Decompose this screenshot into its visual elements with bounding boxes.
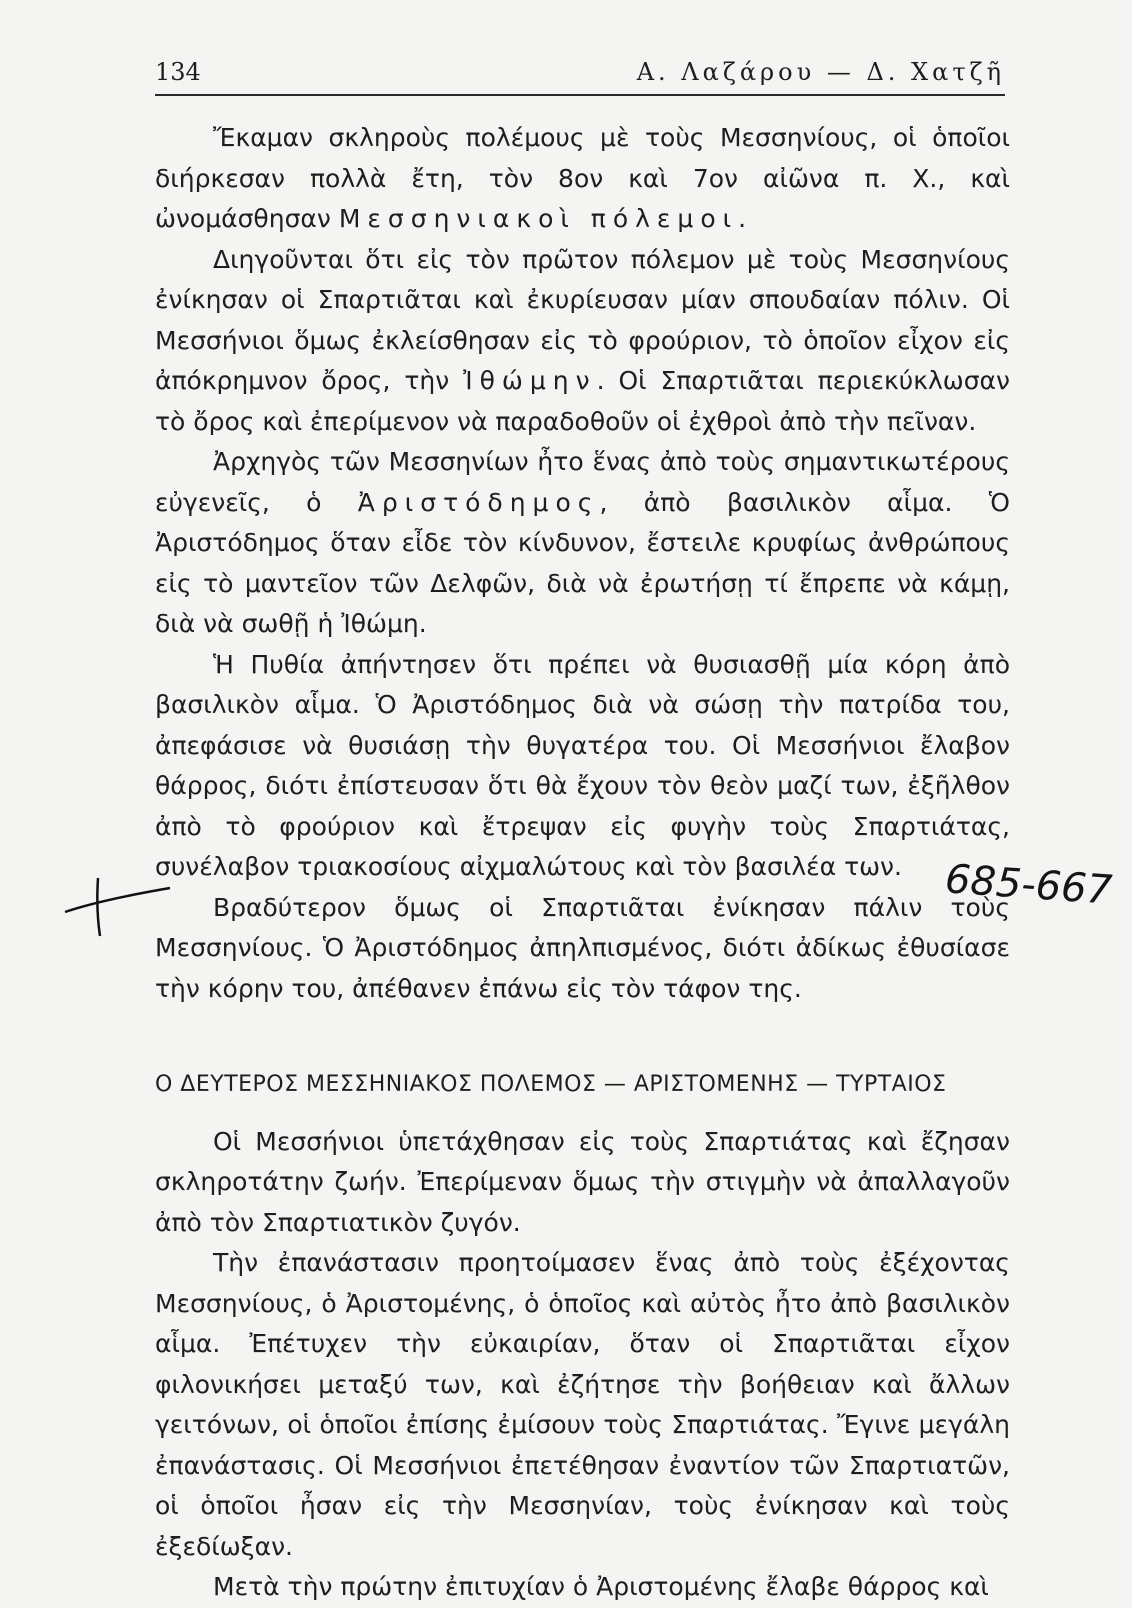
- page-number: 134: [155, 58, 201, 86]
- paragraph: Ἡ Πυθία ἀπήντησεν ὅτι πρέπει νὰ θυσιασθῇ μία κόρη ἀπὸ βασιλικὸν αἷμα. Ὁ Ἀριστόδημος διὰ νὰ σώσῃ τὴν πατρίδα του, ἀπεφάσισε νὰ θυσιάσῃ τὴν θυγατέρα του. Οἱ Μεσσήνιοι ἔλαβον θάρρος, διότι ἐπίστευσαν ὅτι θὰ ἔχουν τὸν θεὸν μαζί των, ἐξῆλθον ἀπὸ τὸ φρούριον καὶ ἔτρεψαν εἰς φυγὴν τοὺς Σπαρτιάτας, συνέλαβον τριακοσίους αἰχμαλώτους καὶ τὸν βασιλέα των.: [155, 649, 1010, 881]
- paragraph: Ἀρχηγὸς τῶν Μεσσηνίων ἦτο ἕνας ἀπὸ τοὺς σημαντικωτέρους εὐγενεῖς, ὁ Ἀριστόδημος, ἀπὸ βασιλικὸν αἷμα. Ὁ Ἀριστόδημος ὅταν εἶδε τὸν κίνδυνον, ἔστειλε κρυφίως ἀνθρώπους εἰς τὸ μαντεῖον τῶν Δελφῶν, διὰ νὰ ἐρωτήσῃ τί ἔπρεπε νὰ κάμῃ, διὰ νὰ σωθῇ ἡ Ἰθώμη.: [155, 447, 1010, 638]
- spaced-term: Μεσσηνιακοὶ πόλεμοι: [338, 204, 739, 233]
- paragraph: Τὴν ἐπανάστασιν προητοίμασεν ἕνας ἀπὸ τοὺς ἐξέχοντας Μεσσηνίους, ὁ Ἀριστομένης, ὁ ὁποῖος καὶ αὐτὸς ἦτο ἀπὸ βασιλικὸν αἷμα. Ἐπέτυχεν τὴν εὐκαιρίαν, ὅταν οἱ Σπαρτιᾶται εἶχον φιλονικήσει μεταξύ των, καὶ ἐζήτησε τὴν βοήθειαν καὶ ἄλλων γειτόνων, οἱ ὁποῖοι ἐπίσης ἐμίσουν τοὺς Σπαρτιάτας. Ἔγινε μεγάλη ἐπανάστασις. Οἱ Μεσσήνιοι ἐπετέθησαν ἐναντίον τῶν Σπαρτιατῶν, οἱ ὁποῖοι ἦσαν εἰς τὴν Μεσσηνίαν, τοὺς ἐνίκησαν καὶ τοὺς ἐξεδίωξαν.: [155, 1248, 1010, 1561]
- paragraph: Ἔκαμαν σκληροὺς πολέμους μὲ τοὺς Μεσσηνίους, οἱ ὁποῖοι διήρκεσαν πολλὰ ἔτη, τὸν 8ον καὶ 7ον αἰῶνα π. Χ., καὶ ὠνομάσθησαν Μεσσηνιακοὶ πόλεμοι.: [155, 123, 1010, 233]
- paragraph: Βραδύτερον ὅμως οἱ Σπαρτιᾶται ἐνίκησαν πάλιν τοὺς Μεσσηνίους. Ὁ Ἀριστόδημος ἀπηλπισμένος, διότι ἀδίκως ἐθυσίασε τὴν κόρην του, ἀπέθανεν ἐπάνω εἰς τὸν τάφον της.: [155, 892, 1010, 1003]
- paragraph: Διηγοῦνται ὅτι εἰς τὸν πρῶτον πόλεμον μὲ τοὺς Μεσσηνίους ἐνίκησαν οἱ Σπαρτιᾶται καὶ ἐκυρίευσαν μίαν σπουδαίαν πόλιν. Οἱ Μεσσήνιοι ὅμως ἐκλείσθησαν εἰς τὸ φρούριον, τὸ ὁποῖον εἶχον εἰς ἀπόκρημνον ὄρος, τὴν Ἰθώμην. Οἱ Σπαρτιᾶται περιεκύκλωσαν τὸ ὄρος καὶ ἐπερίμενον νὰ παραδοθοῦν οἱ ἐχθροὶ ἀπὸ τὴν πεῖναν.: [155, 244, 1010, 436]
- pen-mark-icon: [60, 870, 180, 940]
- running-head: Α. Λαζάρου — Δ. Χατζῆ: [636, 58, 1005, 86]
- spaced-term: Ἀριστόδημος: [357, 487, 600, 517]
- header-rule: [155, 94, 1005, 96]
- page-header: [155, 58, 1005, 98]
- handwritten-annotation: 685-667: [943, 856, 1114, 914]
- body-text: [155, 118, 1010, 1608]
- section-heading: Ο ΔΕΥΤΕΡΟΣ ΜΕΣΣΗΝΙΑΚΟΣ ΠΟΛΕΜΟΣ — ΑΡΙΣΤΟΜΕΝΗΣ — ΤΥΡΤΑΙΟΣ: [155, 1072, 947, 1097]
- spaced-term: Ἰθώμην: [463, 366, 597, 395]
- paragraph: Οἱ Μεσσήνιοι ὑπετάχθησαν εἰς τοὺς Σπαρτιάτας καὶ ἔζησαν σκληροτάτην ζωήν. Ἐπερίμεναν ὅμως τὴν στιγμὴν νὰ ἀπαλλαγοῦν ἀπὸ τὸν Σπαρτιατικὸν ζυγόν.: [155, 1126, 1010, 1237]
- paragraph: Μετὰ τὴν πρώτην ἐπιτυχίαν ὁ Ἀριστομένης ἔλαβε θάρρος καὶ: [213, 1572, 989, 1601]
